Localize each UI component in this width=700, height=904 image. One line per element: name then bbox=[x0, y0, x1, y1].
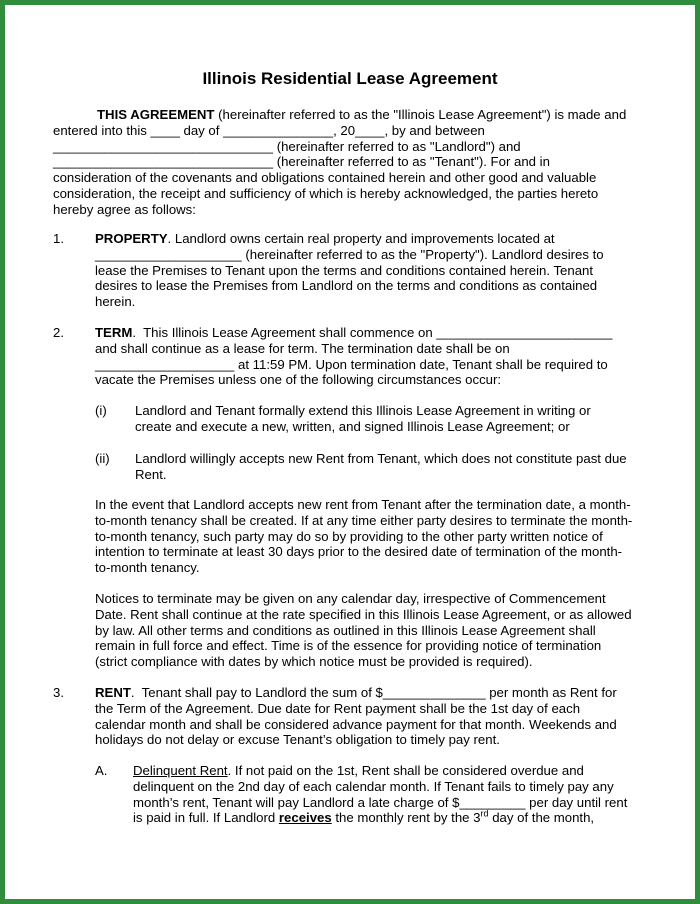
clause-number: (i) bbox=[95, 403, 107, 418]
section-line: vacate the Premises unless one of the following circumstances occur: bbox=[95, 372, 502, 388]
clause-i bbox=[135, 403, 591, 435]
emphasis-receives: receives bbox=[278, 810, 332, 826]
section-rent bbox=[95, 685, 617, 748]
section-heading: PROPERTY bbox=[95, 231, 168, 246]
clause-line: . If not paid on the 1st, Rent shall be considered overdue and bbox=[227, 763, 584, 778]
clause-ii bbox=[135, 451, 627, 483]
section-line: and shall continue as a lease for term. The termination date shall be on bbox=[95, 340, 510, 356]
document-page bbox=[5, 5, 695, 899]
clause-line: Landlord and Tenant formally extend this Illinois Lease Agreement in writing or bbox=[135, 403, 591, 418]
clause-delinquent-rent bbox=[133, 763, 627, 826]
section-heading: RENT bbox=[95, 685, 131, 700]
section-line: ____________________ (hereinafter referred to as the "Property"). Landlord desires to bbox=[95, 246, 604, 262]
section-line: . Landlord owns certain real property and improvements located at bbox=[167, 231, 555, 246]
paragraph-line: by law. All other terms and conditions as outlined in this Illinois Lease Agreement shall bbox=[95, 622, 596, 638]
paragraph-line: remain in full force and effect. Time is of the essence for providing notice of termination bbox=[95, 638, 602, 654]
section-line: the Term of the Agreement. Due date for Rent payment shall be the 1st day of each bbox=[95, 700, 581, 716]
section-line: . This Illinois Lease Agreement shall commence on ________________________ bbox=[132, 325, 613, 340]
intro-line: ______________________________ (hereinafter referred to as "Landlord") and bbox=[53, 138, 521, 154]
clause-line: Rent. bbox=[135, 466, 167, 482]
intro-line: consideration, the receipt and sufficiency of which is hereby acknowledged, the parties hereto bbox=[53, 185, 599, 201]
paragraph-line: to-month tenancy. bbox=[95, 560, 200, 576]
section-line: calendar month and shall be considered advance payment for that month. Weekends and bbox=[95, 716, 617, 732]
clause-heading: Delinquent Rent bbox=[133, 763, 228, 778]
paragraph-line: intention to terminate at least 30 days prior to the desired date of termination of the month- bbox=[95, 544, 623, 560]
clause-number: A. bbox=[95, 763, 108, 778]
section-term bbox=[95, 325, 612, 388]
intro-paragraph bbox=[53, 107, 626, 218]
section-line: herein. bbox=[95, 294, 136, 310]
clause-line: create and execute a new, written, and signed Illinois Lease Agreement; or bbox=[135, 418, 570, 434]
clause-line: the monthly rent by the 3 bbox=[331, 810, 481, 826]
document-title: Illinois Residential Lease Agreement bbox=[202, 69, 498, 88]
section-property bbox=[95, 231, 604, 310]
section-number: 2. bbox=[53, 325, 64, 340]
clause-line: is paid in full. If Landlord bbox=[133, 810, 279, 826]
paragraph-line: (strict compliance with dates by which notice must be provided is required). bbox=[95, 654, 533, 670]
paragraph-line: to-month tenancy shall be created. If at any time either party desires to terminate the month- bbox=[95, 512, 633, 528]
clause-line: month’s rent, Tenant will pay Landlord a late charge of $_________ per day until rent bbox=[133, 794, 628, 810]
clause-line: delinquent on the 2nd day of each calendar month. If Tenant fails to timely pay any bbox=[133, 778, 614, 794]
paragraph-line: In the event that Landlord accepts new rent from Tenant after the termination date, a month- bbox=[95, 497, 631, 512]
intro-line: (hereinafter referred to as the "Illinois Lease Agreement") is made and bbox=[214, 107, 627, 122]
intro-line: entered into this ____ day of _______________, 20____, by and between bbox=[53, 122, 485, 138]
clause-line: Landlord willingly accepts new Rent from Tenant, which does not constitute past due bbox=[135, 451, 627, 466]
intro-lead: THIS AGREEMENT bbox=[97, 107, 215, 122]
paragraph-line: Date. Rent shall continue at the rate specified in this Illinois Lease Agreement, or as allowed bbox=[95, 606, 632, 622]
paragraph-line: Notices to terminate may be given on any calendar day, irrespective of Commencement bbox=[95, 591, 606, 606]
paragraph-line: to-month tenancy, such party may do so by providing to the other party written notice of bbox=[95, 528, 603, 544]
section-number: 3. bbox=[53, 685, 64, 700]
clause-number: (ii) bbox=[95, 451, 110, 466]
section-number: 1. bbox=[53, 231, 64, 246]
section-line: ___________________ at 11:59 PM. Upon termination date, Tenant shall be required to bbox=[95, 356, 608, 372]
section-line: desires to lease the Premises from Landlord on the terms and conditions as contained bbox=[95, 278, 598, 294]
intro-line: hereby agree as follows: bbox=[53, 201, 196, 217]
intro-line: ______________________________ (hereinafter referred to as "Tenant"). For and in bbox=[53, 154, 550, 170]
ordinal-suffix: rd bbox=[480, 809, 489, 819]
section-line: . Tenant shall pay to Landlord the sum of $______________ per month as Rent for bbox=[130, 685, 617, 700]
clause-line: day of the month, bbox=[488, 810, 595, 826]
term-paragraph-holdover bbox=[95, 497, 632, 576]
term-paragraph-notices bbox=[95, 591, 632, 670]
section-heading: TERM bbox=[95, 325, 133, 340]
section-line: lease the Premises to Tenant upon the terms and conditions contained herein. Tenant bbox=[95, 262, 594, 278]
section-line: holidays do not delay or excuse Tenant’s obligation to timely pay rent. bbox=[95, 732, 500, 748]
intro-line: consideration of the covenants and obligations contained herein and other good and valuable bbox=[53, 170, 597, 186]
